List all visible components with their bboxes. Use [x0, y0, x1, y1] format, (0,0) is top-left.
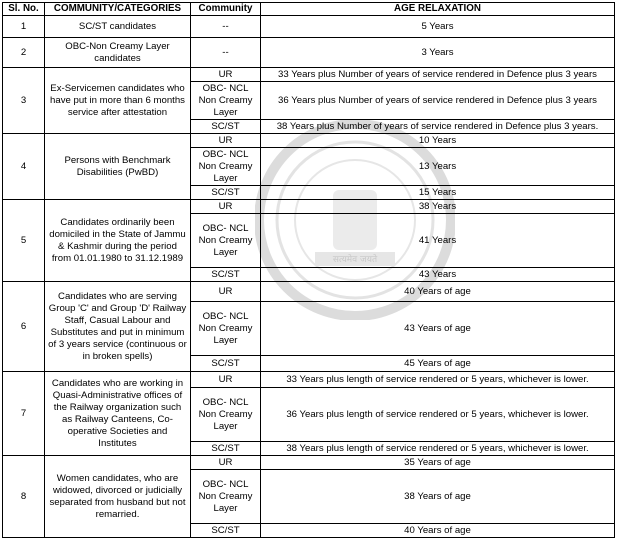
age-relaxation: 45 Years of age [261, 356, 615, 372]
community: SC/ST [191, 268, 261, 282]
community: UR [191, 456, 261, 470]
header-age-relaxation: AGE RELAXATION [261, 3, 615, 16]
community: -- [191, 38, 261, 68]
community: SC/ST [191, 356, 261, 372]
community: OBC- NCL Non Creamy Layer [191, 148, 261, 186]
community: -- [191, 16, 261, 38]
community: UR [191, 372, 261, 388]
header-community: Community [191, 3, 261, 16]
table-row [3, 456, 615, 470]
table-row [3, 68, 615, 82]
age-relaxation-table [2, 2, 615, 538]
table-row [3, 134, 615, 148]
table-row [3, 38, 615, 68]
age-relaxation: 35 Years of age [261, 456, 615, 470]
sl-no: 4 [3, 134, 45, 200]
category: Candidates who are working in Quasi-Administrative offices of the Railway organization such as Railway Canteens, Co-operative Societies and Institutes [45, 372, 191, 456]
sl-no: 8 [3, 456, 45, 538]
table-row [3, 282, 615, 302]
table-row [3, 16, 615, 38]
community: UR [191, 68, 261, 82]
table-row [3, 200, 615, 214]
community: SC/ST [191, 186, 261, 200]
age-relaxation: 43 Years of age [261, 302, 615, 356]
age-relaxation: 40 Years of age [261, 282, 615, 302]
table-header-row [3, 3, 615, 16]
age-relaxation: 13 Years [261, 148, 615, 186]
category: Candidates ordinarily been domiciled in the State of Jammu & Kashmir during the period from 01.01.1980 to 31.12.1989 [45, 200, 191, 282]
community: SC/ST [191, 524, 261, 538]
age-relaxation: 38 Years plus length of service rendered or 5 years, whichever is lower. [261, 442, 615, 456]
age-relaxation: 38 Years [261, 200, 615, 214]
community: UR [191, 282, 261, 302]
watermark-text: सत्यमेव जयते [332, 255, 378, 265]
category: Candidates who are serving Group 'C' and Group 'D' Railway Staff, Casual Labour and Substitutes and put in minimum of 3 years service (continuous or in broken spells) [45, 282, 191, 372]
sl-no: 7 [3, 372, 45, 456]
age-relaxation: 10 Years [261, 134, 615, 148]
sl-no: 3 [3, 68, 45, 134]
category: Ex-Servicemen candidates who have put in more than 6 months service after attestation [45, 68, 191, 134]
header-sl-no: Sl. No. [3, 3, 45, 16]
age-relaxation: 36 Years plus Number of years of service rendered in Defence plus 3 years [261, 82, 615, 120]
age-relaxation: 3 Years [261, 38, 615, 68]
sl-no: 6 [3, 282, 45, 372]
community: UR [191, 134, 261, 148]
age-relaxation: 36 Years plus length of service rendered or 5 years, whichever is lower. [261, 388, 615, 442]
community: OBC- NCL Non Creamy Layer [191, 214, 261, 268]
age-relaxation: 43 Years [261, 268, 615, 282]
age-relaxation: 38 Years of age [261, 470, 615, 524]
community: OBC- NCL Non Creamy Layer [191, 302, 261, 356]
sl-no: 5 [3, 200, 45, 282]
age-relaxation: 33 Years plus length of service rendered or 5 years, whichever is lower. [261, 372, 615, 388]
age-relaxation: 33 Years plus Number of years of service rendered in Defence plus 3 years [261, 68, 615, 82]
sl-no: 2 [3, 38, 45, 68]
category: Persons with Benchmark Disabilities (PwBD) [45, 134, 191, 200]
community: OBC- NCL Non Creamy Layer [191, 82, 261, 120]
age-relaxation: 40 Years of age [261, 524, 615, 538]
community: SC/ST [191, 442, 261, 456]
community: SC/ST [191, 120, 261, 134]
community: UR [191, 200, 261, 214]
community: OBC- NCL Non Creamy Layer [191, 470, 261, 524]
sl-no: 1 [3, 16, 45, 38]
header-community-categories: COMMUNITY/CATEGORIES [45, 3, 191, 16]
category: OBC-Non Creamy Layer candidates [45, 38, 191, 68]
category: SC/ST candidates [45, 16, 191, 38]
age-relaxation: 38 Years plus Number of years of service rendered in Defence plus 3 years. [261, 120, 615, 134]
age-relaxation: 15 Years [261, 186, 615, 200]
table-row [3, 372, 615, 388]
age-relaxation: 41 Years [261, 214, 615, 268]
age-relaxation: 5 Years [261, 16, 615, 38]
community: OBC- NCL Non Creamy Layer [191, 388, 261, 442]
category: Women candidates, who are widowed, divorced or judicially separated from husband but not remarried. [45, 456, 191, 538]
